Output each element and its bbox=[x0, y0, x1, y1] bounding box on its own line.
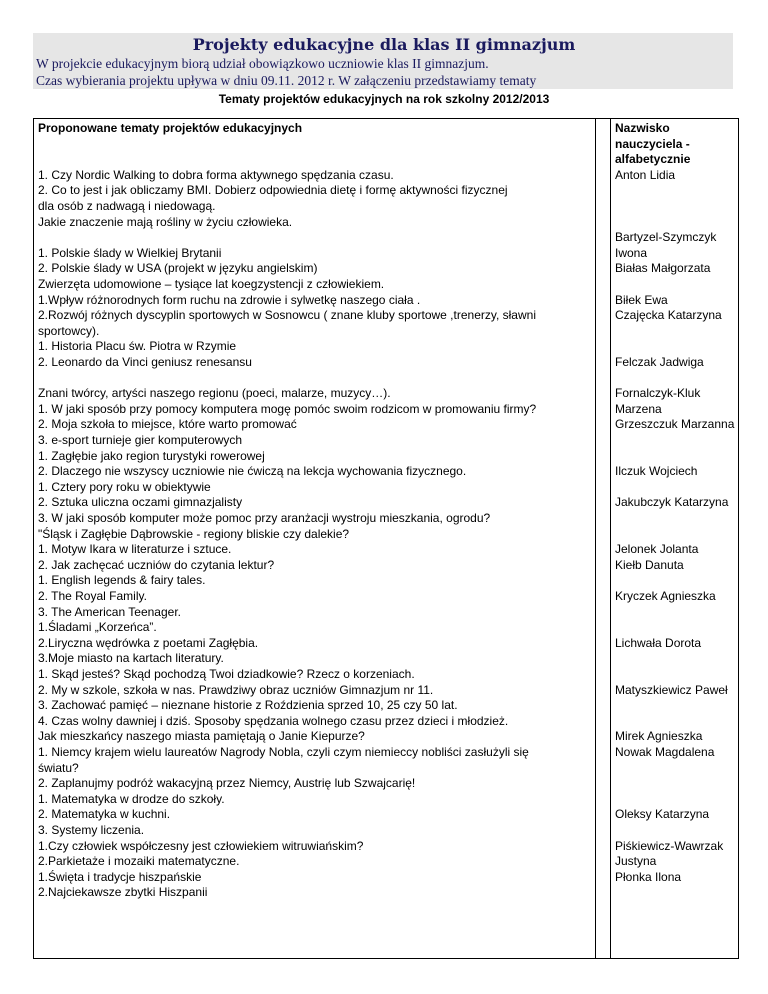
topic-line: 1.Śladami „Korzeńca”. bbox=[38, 620, 157, 635]
topic-line: 2. Moja szkoła to miejsce, które warto promować bbox=[38, 417, 297, 432]
topic-line: 3. The American Teenager. bbox=[38, 604, 181, 619]
topic-line: 1. W jaki sposób przy pomocy komputera mogę pomóc swoim rodzicom w promowaniu firmy? bbox=[38, 401, 537, 416]
topic-line: 3. Zachować pamięć – nieznane historie z Roździenia sprzed 10, 25 czy 50 lat. bbox=[38, 698, 458, 713]
topic-line: 2. Jak zachęcać uczniów do czytania lektur? bbox=[38, 557, 275, 572]
topic-line: 2.Parkietaże i mozaiki matematyczne. bbox=[38, 854, 240, 869]
teacher-name: Czajęcka Katarzyna bbox=[615, 308, 722, 323]
topics-header: Proponowane tematy projektów edukacyjnych bbox=[38, 121, 303, 135]
teacher-name: Lichwała Dorota bbox=[615, 635, 702, 650]
teacher-name: Płonka Ilona bbox=[615, 869, 682, 884]
topic-line: 1. English legends & fairy tales. bbox=[38, 573, 206, 588]
topic-line: 3. e-sport turnieje gier komputerowych bbox=[38, 433, 243, 447]
topic-line: 2.Najciekawsze zbytki Hiszpanii bbox=[38, 885, 208, 900]
topic-line: 3. Systemy liczenia. bbox=[38, 823, 145, 837]
topic-line: 2.Liryczna wędrówka z poetami Zagłębia. bbox=[38, 635, 259, 650]
topic-line: 1.Święta i tradycje hiszpańskie bbox=[38, 869, 202, 884]
table-subtitle: Tematy projektów edukacyjnych na rok szkolny 2012/2013 bbox=[218, 92, 550, 106]
teachers-header-line-2: nauczyciela - bbox=[615, 136, 690, 151]
teacher-name: Białas Małgorzata bbox=[615, 261, 711, 276]
topic-line: 1. Niemcy krajem wielu laureatów Nagrody Nobla, czyli czym niemieccy nobliści zasłużyli się bbox=[38, 745, 529, 759]
topic-line: 1.Wpływ różnorodnych form ruchu na zdrowie i sylwetkę naszego ciała . bbox=[38, 292, 421, 307]
topic-line: Jak mieszkańcy naszego miasta pamiętają o Janie Kiepurze? bbox=[38, 729, 365, 744]
teacher-name: Grzeszczuk Marzanna bbox=[615, 417, 735, 432]
topic-line: 2. My w szkole, szkoła w nas. Prawdziwy obraz uczniów Gimnazjum nr 11. bbox=[38, 682, 434, 697]
teacher-name: Matyszkiewicz Paweł bbox=[615, 682, 728, 697]
topic-line: dla osób z nadwagą i niedowagą. bbox=[38, 199, 216, 213]
topic-line: 2. Matematyka w kuchni. bbox=[38, 807, 171, 822]
topic-line: 1.Czy człowiek współczesny jest człowiekiem witruwiańskim? bbox=[38, 838, 364, 853]
topic-line: Zwierzęta udomowione – tysiące lat koegzystencji z człowiekiem. bbox=[38, 277, 385, 291]
topic-line: Jakie znaczenie mają rośliny w życiu człowieka. bbox=[38, 214, 293, 229]
topic-line: 2. The Royal Family. bbox=[38, 589, 147, 603]
topic-line: 2. Co to jest i jak obliczamy BMI. Dobierz odpowiednia dietę i formę aktywności fizycznej bbox=[38, 183, 508, 198]
topic-line: Znani twórcy, artyści naszego regionu (poeci, malarze, muzycy…). bbox=[38, 386, 391, 401]
page-title: Projekty edukacyjne dla klas II gimnazjum bbox=[192, 35, 576, 54]
topic-line: światu? bbox=[38, 760, 79, 775]
topic-line: 2. Leonardo da Vinci geniusz renesansu bbox=[38, 355, 252, 369]
topic-line: 3.Moje miasto na kartach literatury. bbox=[38, 651, 224, 666]
teacher-name: Fornalczyk-Kluk bbox=[615, 386, 701, 401]
teacher-name: Nowak Magdalena bbox=[615, 745, 715, 759]
teacher-name: Mirek Agnieszka bbox=[615, 729, 703, 744]
topic-line: 2. Polskie ślady w USA (projekt w języku angielskim) bbox=[38, 261, 318, 276]
teachers-column bbox=[610, 119, 738, 958]
topic-line: 1. Motyw Ikara w literaturze i sztuce. bbox=[38, 542, 232, 557]
teacher-name: Anton Lidia bbox=[615, 167, 676, 182]
topic-line: 1. Historia Placu św. Piotra w Rzymie bbox=[38, 339, 237, 354]
teacher-name: Justyna bbox=[615, 854, 657, 869]
teacher-name: Kiełb Danuta bbox=[615, 557, 684, 572]
topic-line: 1. Polskie ślady w Wielkiej Brytanii bbox=[38, 245, 222, 260]
teacher-name: Marzena bbox=[615, 401, 662, 416]
intro-line-2: Czas wybierania projektu upływa w dniu 09.11. 2012 r. W załączeniu przedstawiamy tematy bbox=[36, 73, 537, 88]
teacher-name: Jelonek Jolanta bbox=[615, 542, 699, 557]
teachers-header-line-3: alfabetycznie bbox=[615, 152, 691, 167]
teacher-name: Bartyzel-Szymczyk bbox=[615, 230, 717, 245]
topic-line: 2. Zaplanujmy podróż wakacyjną przez Niemcy, Austrię lub Szwajcarię! bbox=[38, 776, 416, 791]
teacher-name: Piśkiewicz-Wawrzak bbox=[615, 838, 724, 853]
teacher-name: Kryczek Agnieszka bbox=[615, 589, 716, 603]
topics-column bbox=[34, 119, 596, 958]
teacher-name: Felczak Jadwiga bbox=[615, 355, 704, 369]
topic-line: 2. Dlaczego nie wszyscy uczniowie nie ćwiczą na lekcja wychowania fizycznego. bbox=[38, 464, 467, 479]
projects-table bbox=[33, 118, 739, 959]
topic-line: 4. Czas wolny dawniej i dziś. Sposoby spędzania wolnego czasu przez dzieci i młodzież. bbox=[38, 713, 509, 728]
teacher-name: Biłek Ewa bbox=[615, 292, 668, 307]
teacher-name: Oleksy Katarzyna bbox=[615, 807, 710, 822]
teacher-name: Iwona bbox=[615, 245, 648, 260]
teachers-header-line-1: Nazwisko bbox=[615, 121, 670, 135]
topic-line: sportowcy). bbox=[38, 323, 100, 338]
topic-line: 1. Cztery pory roku w obiektywie bbox=[38, 479, 211, 494]
topic-line: 1. Zagłębie jako region turystyki rowerowej bbox=[38, 448, 265, 463]
teacher-name: Jakubczyk Katarzyna bbox=[615, 495, 729, 510]
topic-line: 3. W jaki sposób komputer może pomoc przy aranżacji wystroju mieszkania, ogrodu? bbox=[38, 511, 491, 525]
intro-line-1: W projekcie edukacyjnym biorą udział obowiązkowo uczniowie klas II gimnazjum. bbox=[36, 56, 489, 71]
teacher-name: Ilczuk Wojciech bbox=[615, 464, 698, 479]
topic-line: 1. Czy Nordic Walking to dobra forma aktywnego spędzania czasu. bbox=[38, 167, 394, 182]
topic-line: 2.Rozwój różnych dyscyplin sportowych w Sosnowcu ( znane kluby sportowe ,trenerzy, sławni bbox=[38, 308, 536, 323]
topic-line: 1. Skąd jesteś? Skąd pochodzą Twoi dziadkowie? Rzecz o korzeniach. bbox=[38, 667, 415, 681]
topic-line: "Śląsk i Zagłębie Dąbrowskie - regiony bliskie czy dalekie? bbox=[38, 526, 350, 541]
topic-line: 1. Matematyka w drodze do szkoły. bbox=[38, 791, 225, 806]
topic-line: 2. Sztuka uliczna oczami gimnazjalisty bbox=[38, 495, 243, 510]
